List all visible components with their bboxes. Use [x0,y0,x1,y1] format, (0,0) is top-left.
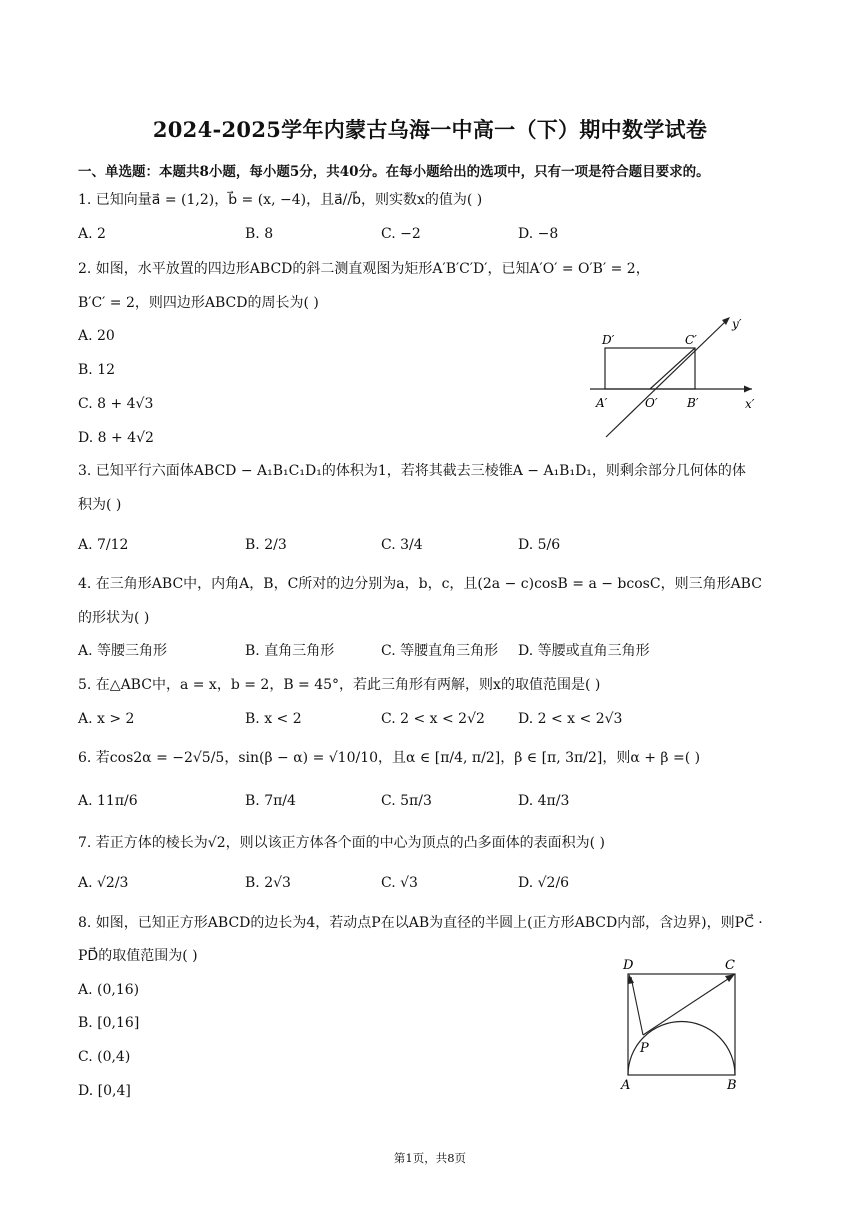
q4-option-c: C. 等腰直角三角形 [381,643,499,659]
question-8-stem-line2: PD⃗的取值范围为( ) [78,948,198,964]
question-1-stem: 1. 已知向量a⃗ = (1,2)，b⃗ = (x, −4)，且a⃗//b⃗，则实数x的值为( ) [78,192,483,208]
q2-option-a: A. 20 [78,328,115,344]
question-7-stem: 7. 若正方体的棱长为√2，则以该正方体各个面的中心为顶点的凸多面体的表面积为( ) [78,835,606,851]
q3-option-c: C. 3/4 [381,537,423,553]
label-y-axis: y′ [732,317,742,331]
q5-option-d: D. 2 < x < 2√3 [518,711,623,727]
question-6-stem: 6. 若cos2α = −2√5/5，sin(β − α) = √10/10，且α ∈ [π/4, π/2]，β ∈ [π, 3π/2]，则α + β =( ) [78,750,701,766]
figure-square-semicircle [615,953,750,1093]
page-footer: 第1页，共8页 [393,1151,467,1165]
q4-option-b: B. 直角三角形 [245,643,335,659]
question-4-stem-line2: 的形状为( ) [78,610,150,626]
label-d-prime: D′ [602,333,615,347]
figure-oblique-rectangle [590,310,770,445]
question-2-stem-line2: B′C′ = 2，则四边形ABCD的周长为( ) [78,295,319,311]
q8-option-b: B. [0,16] [78,1015,140,1031]
question-2-stem-line1: 2. 如图，水平放置的四边形ABCD的斜二测直观图为矩形A′B′C′D′，已知A′O′ = O′B′ = 2， [78,261,650,277]
label-b-prime: B′ [687,396,699,410]
q3-option-d: D. 5/6 [518,537,561,553]
label-x-axis: x′ [745,397,755,411]
label-c-prime: C′ [685,333,697,347]
q2-option-b: B. 12 [78,362,116,378]
question-3-stem-line1: 3. 已知平行六面体ABCD − A₁B₁C₁D₁的体积为1，若将其截去三棱锥A − A₁B₁D₁，则剩余部分几何体的体 [78,463,746,479]
question-3-stem-line2: 积为( ) [78,497,122,513]
q1-option-a: A. 2 [78,226,106,242]
q2-option-c: C. 8 + 4√3 [78,396,154,412]
question-4-stem-line1: 4. 在三角形ABC中，内角A，B，C所对的边分别为a，b，c，且(2a − c)cosB = a − bcosC，则三角形ABC [78,576,762,592]
q1-option-b: B. 8 [245,226,274,242]
q6-option-a: A. 11π/6 [78,793,138,809]
question-5-stem: 5. 在△ABC中，a = x，b = 2，B = 45°，若此三角形有两解，则x的取值范围是( ) [78,677,601,693]
q8-option-a: A. (0,16) [78,982,140,998]
label-d: D [623,958,634,973]
label-c: C [725,958,735,973]
label-a-prime: A′ [596,396,608,410]
q7-option-a: A. √2/3 [78,875,129,891]
label-o-prime: O′ [645,396,658,410]
q8-option-d: D. [0,4] [78,1083,131,1099]
section-header: 一、单选题：本题共8小题，每小题5分，共40分。在每小题给出的选项中，只有一项是符合题目要求的。 [78,164,710,180]
q5-option-b: B. x < 2 [245,711,302,727]
label-a: A [621,1078,631,1093]
q1-option-c: C. −2 [381,226,421,242]
q5-option-a: A. x > 2 [78,711,135,727]
q5-option-c: C. 2 < x < 2√2 [381,711,485,727]
q7-option-c: C. √3 [381,875,418,891]
q8-option-c: C. (0,4) [78,1049,131,1065]
q7-option-b: B. 2√3 [245,875,291,891]
label-p: P [640,1041,649,1056]
q4-option-a: A. 等腰三角形 [78,643,168,659]
q7-option-d: D. √2/6 [518,875,570,891]
q3-option-b: B. 2/3 [245,537,287,553]
question-8-stem-line1: 8. 如图，已知正方形ABCD的边长为4，若动点P在以AB为直径的半圆上(正方形ABCD内部，含边界)，则PC⃗ · [78,915,763,931]
page-title: 2024-2025学年内蒙古乌海一中高一（下）期中数学试卷 [152,117,708,142]
q3-option-a: A. 7/12 [78,537,129,553]
q4-option-d: D. 等腰或直角三角形 [518,643,650,659]
q6-option-c: C. 5π/3 [381,793,432,809]
q6-option-b: B. 7π/4 [245,793,296,809]
q6-option-d: D. 4π/3 [518,793,570,809]
label-b: B [727,1078,737,1093]
q2-option-d: D. 8 + 4√2 [78,430,154,446]
q1-option-d: D. −8 [518,226,559,242]
